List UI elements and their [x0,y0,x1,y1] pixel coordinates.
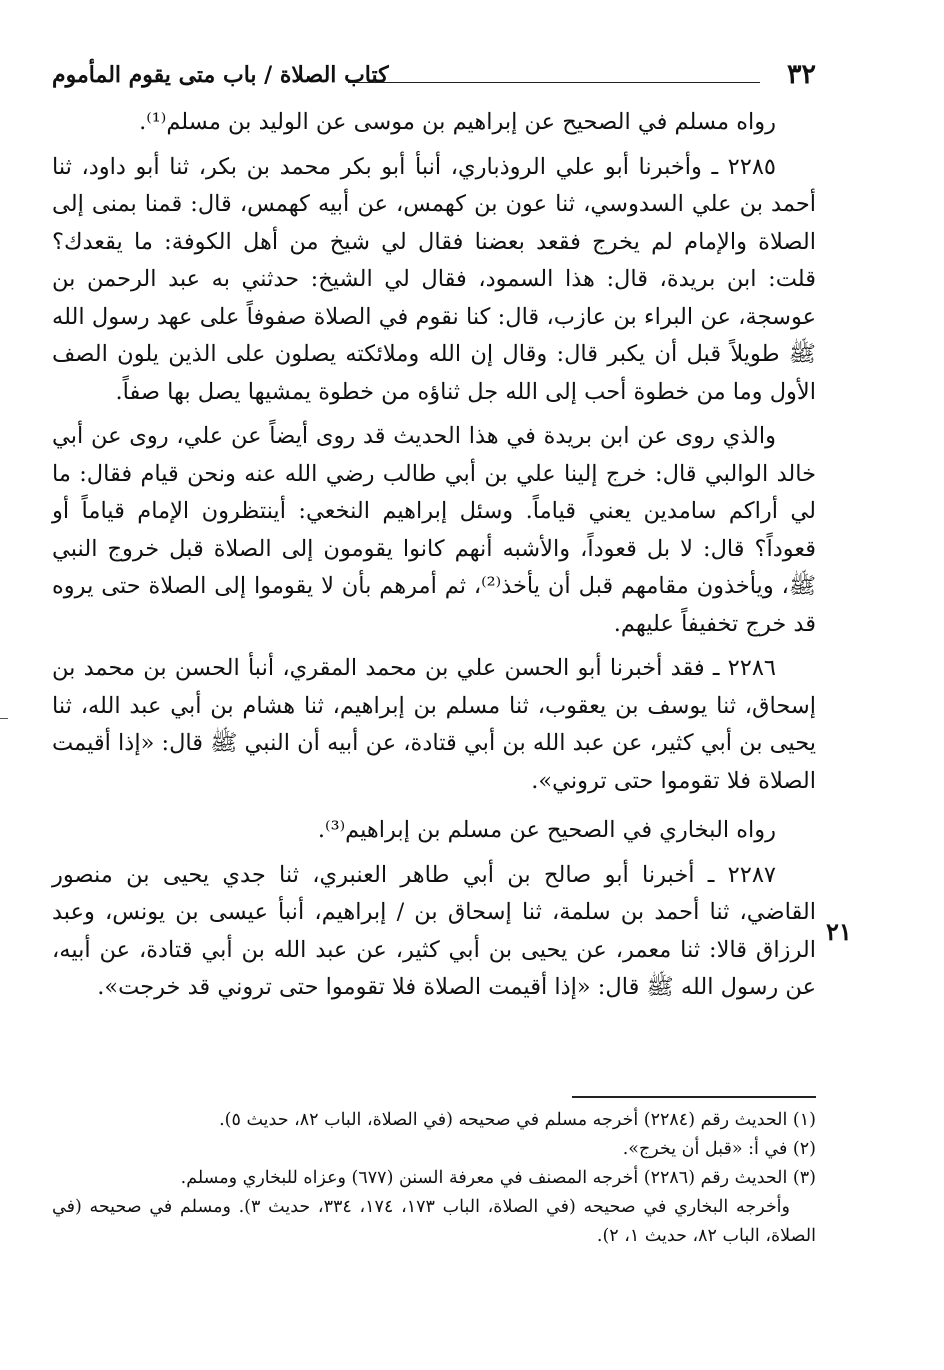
main-text [52,104,816,1007]
header-rule [348,82,760,83]
footnote-3: (٣) الحديث رقم (٢٢٨٦) أخرجه المصنف في معرفة السنن (٦٧٧) وعزاه للبخاري ومسلم. [180,1168,816,1188]
paragraph-bukhari: رواه البخاري في الصحيح عن مسلم بن إبراهيم⁽³⁾. [317,817,776,843]
footnote-1: (١) الحديث رقم (٢٢٨٤) أخرجه مسلم في صحيحه (في الصلاة، الباب ٨٢، حديث ٥). [219,1110,816,1130]
hadith-2286: ٢٢٨٦ ـ فقد أخبرنا أبو الحسن علي بن محمد المقري، أنبأ الحسن بن محمد بن إسحاق، ثنا يوسف بن يعقوب، ثنا مسلم بن إبراهيم، ثنا هشام بن أبي عبد الله، ثنا يحيى بن أبي كثير، عن عبد الله بن أبي قتادة، عن أبيه أن النبي ﷺ قال: «إذا أقيمت الصلاة فلا تقوموا حتى تروني». [52,655,816,794]
footnote-separator [572,1096,816,1098]
paragraph-1: رواه مسلم في الصحيح عن إبراهيم بن موسى عن الوليد بن مسلم⁽¹⁾. [139,109,776,135]
margin-tick [0,718,8,719]
margin-folio-marker: ٢١ [826,917,852,946]
chapter-title: كتاب الصلاة / باب متى يقوم المأموم [52,62,389,88]
running-header [52,58,816,94]
hadith-2287: ٢٢٨٧ ـ أخبرنا أبو صالح بن أبي طاهر العنبري، ثنا جدي يحيى بن منصور القاضي، ثنا أحمد بن سلمة، ثنا إسحاق بن / إبراهيم، أنبأ عيسى بن يونس، وعبد الرزاق قالا: ثنا معمر، عن يحيى بن أبي كثير، عن عبد الله بن أبي قتادة، عن أبيه، عن رسول الله ﷺ قال: «إذا أقيمت الصلاة فلا تقوموا حتى تروني قد خرجت». [52,861,816,1000]
page-number: ٣٢ [786,59,816,90]
footnote-3-continuation: وأخرجه البخاري في صحيحه (في الصلاة، الباب ١٧٣، ١٧٤، ٣٣٤، حديث ٣). ومسلم في صحيحه (في الصلاة، الباب ٨٢، حديث ١، ٢). [52,1197,816,1246]
hadith-2285: ٢٢٨٥ ـ وأخبرنا أبو علي الروذباري، أنبأ أبو بكر محمد بن بكر، ثنا أبو داود، ثنا أحمد بن علي السدوسي، ثنا عون بن كهمس، عن أبيه كهمس، قال: قمنا بمنى إلى الصلاة والإمام لم يخرج فقعد بعضنا فقال لي شيخ من أهل الكوفة: ما يقعدك؟ قلت: ابن بريدة، قال: هذا السمود، فقال لي الشيخ: حدثني به عبد الرحمن بن عوسجة، عن البراء بن عازب، قال: كنا نقوم في الصلاة صفوفاً على عهد رسول الله ﷺ طويلاً قبل أن يكبر قال: وقال إن الله وملائكته يصلون على الذين يلون الصف الأول وما من خطوة أحب إلى الله جل ثناؤه من خطوة يمشيها يصل بها صفاً. [52,153,816,405]
footnotes [52,1106,816,1251]
paragraph-commentary: والذي روى عن ابن بريدة في هذا الحديث قد روى أيضاً عن علي، روى عن أبي خالد الوالبي قال: خرج إلينا علي بن أبي طالب رضي الله عنه ونحن قيام فقال: ما لي أراكم سامدين يعني قياماً. وسئل إبراهيم النخعي: أينتظرون الإمام قياماً أو قعوداً؟ قال: لا بل قعوداً، والأشبه أنهم كانوا يقومون إلى الصلاة قبل خروج النبي ﷺ، ويأخذون مقامهم قبل أن يأخذ⁽²⁾، ثم أمرهم بأن لا يقوموا إلى الصلاة حتى يروه قد خرج تخفيفاً عليهم. [52,423,817,637]
footnote-2: (٢) في أ: «قبل أن يخرج». [622,1139,816,1159]
